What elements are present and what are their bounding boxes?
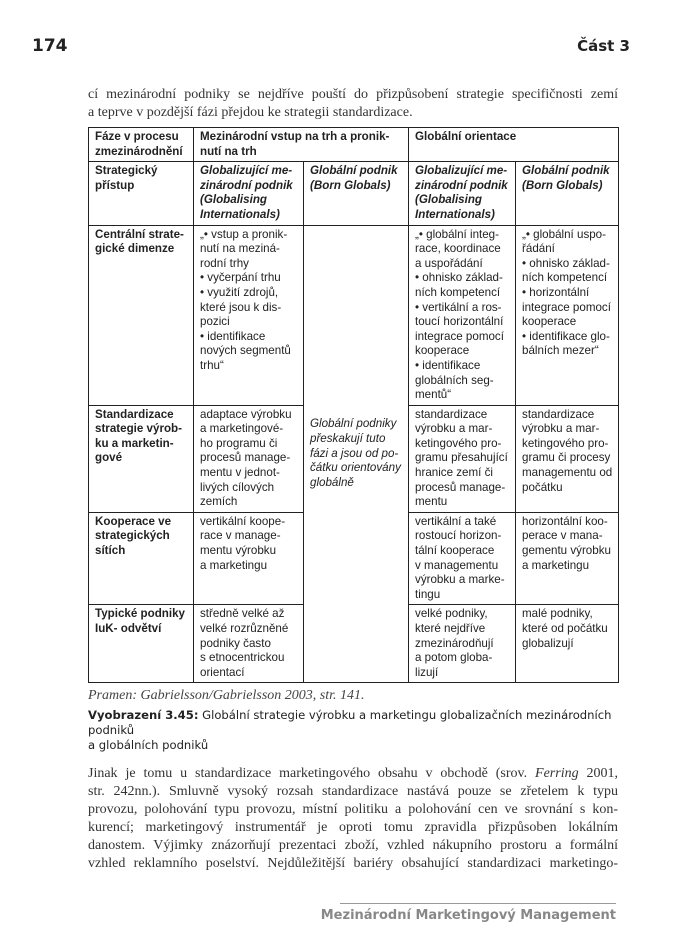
table-header-row (89, 128, 619, 162)
caption-text: Globální strategie výrobku a marketingu globalizačních mezinárodních podniků a globálních podniků (88, 708, 612, 753)
header-entry: Mezinárodní vstup na trh a pronik- nutí na trh (194, 128, 409, 162)
table-cell: Globalizující me- zinárodní podnik (Globalising Internationals) (194, 162, 304, 225)
row-label: Centrální strate- gické dimenze (89, 225, 194, 405)
text-line: cí mezinárodní podniky se nejdříve pouští do přizpůsobení strategie specifičnosti zemí (88, 87, 618, 102)
header-phase: Fáze v procesu zmezinárodnění (89, 128, 194, 162)
strategy-table (88, 127, 619, 683)
table-cell: vertikální koope- race v manage- mentu výrobku a marketingu (194, 512, 304, 605)
row-label: Strategický přístup (89, 162, 194, 225)
text-line: kurencí; marketingový instrumentář je oproti tomu zpravidla přizpůsoben lokálním (88, 820, 618, 836)
table-cell: standardizace výrobku a mar- ketingového pro- gramu přesahující hranice zemí či procesů manage- mentu (409, 405, 516, 512)
header-global: Globální orientace (409, 128, 619, 162)
table-row-approach (89, 162, 619, 225)
text-segment: Jinak je tomu u standardizace marketingového obsahu v obchodě (srov. (88, 766, 536, 782)
table-cell: velké podniky, které nejdříve zmezinárodňují a potom globa- lizují (409, 605, 516, 683)
text-line: provozu, polohování typu provozu, místní politiku a polohování cen ve srovnání s kon- (88, 802, 618, 818)
page-number: 174 (32, 36, 68, 56)
text-line (88, 765, 618, 783)
row-label: Typické podniky IuK- odvětví (89, 605, 194, 683)
part-title: Část 3 (577, 37, 630, 55)
table-cell: Globalizující me- zinárodní podnik (Globalising Internationals) (409, 162, 516, 225)
table-cell: „• vstup a pronik- nutí na meziná- rodní trhy • vyčerpání trhu • využití zdrojů, které jsou k dis- pozici • identifikace nových segmentů trhu“ (194, 225, 304, 405)
table-cell: adaptace výrobku a marketingové- ho programu či procesů manage- mentu v jednot- livých cílových zemích (194, 405, 304, 512)
table-cell: Globální podnik (Born Globals) (516, 162, 619, 225)
text-line: str. 242nn.). Smluvně vysoký rozsah standardizace nastává pouze se zřetelem k typu (88, 784, 618, 800)
table-row (89, 225, 619, 405)
table-cell: Globální podnik (Born Globals) (304, 162, 409, 225)
table-cell: standardizace výrobku a mar- ketingového pro- gramu či procesy managementu od počátku (516, 405, 619, 512)
footer-divider (340, 903, 616, 904)
table-cell: horizontální koo- perace v mana- gementu výrobku a marketingu (516, 512, 619, 605)
citation-author: Ferring (535, 766, 579, 782)
table-cell: „• globální integ- race, koordinace a uspořádání • ohnisko základ- ních kompetencí • vertikální a ros- toucí horizontální integrace pomocí kooperace • identifikace globálních seg- mentů“ (409, 225, 516, 405)
caption-label: Vyobrazení 3.45: (88, 708, 199, 723)
table-cell: středně velké až velké rozrůzněné podniky často s etnocentrickou orientací (194, 605, 304, 683)
table-source: Pramen: Gabrielsson/Gabrielsson 2003, str. 141. (88, 688, 365, 704)
born-globals-note: Globální podniky přeskakují tuto fázi a jsou od po- čátku orientovány globálně (304, 225, 409, 683)
text-line: vzhled reklamního poselství. Nejdůležitější bariéry obsahující standardizaci marketingo- (88, 856, 618, 872)
text-segment: 2001, (578, 766, 618, 782)
table-cell: vertikální a také rostoucí horizon- tální kooperace v managementu výrobku a marke- tingu (409, 512, 516, 605)
figure-caption (88, 708, 628, 753)
main-content (88, 127, 618, 873)
body-paragraph (88, 765, 618, 873)
footer-book-title: Mezinárodní Marketingový Management (320, 908, 616, 923)
row-label: Kooperace ve strategických sítích (89, 512, 194, 605)
intro-paragraph (88, 86, 618, 122)
table-cell: „• globální uspo- řádání • ohnisko základ- ních kompetencí • horizontální integrace pomocí kooperace • identifikace glo- bálních mezer“ (516, 225, 619, 405)
table-cell: malé podniky, které od počátku globalizují (516, 605, 619, 683)
text-line: a teprve v pozdější fázi přejdou ke strategii standardizace. (88, 105, 413, 120)
row-label: Standardizace strategie výrob- ku a marketin- gové (89, 405, 194, 512)
text-line: danostem. Výjimky znázorňují prezentaci zboží, vzhled nákupního prostoru a formální (88, 838, 618, 854)
